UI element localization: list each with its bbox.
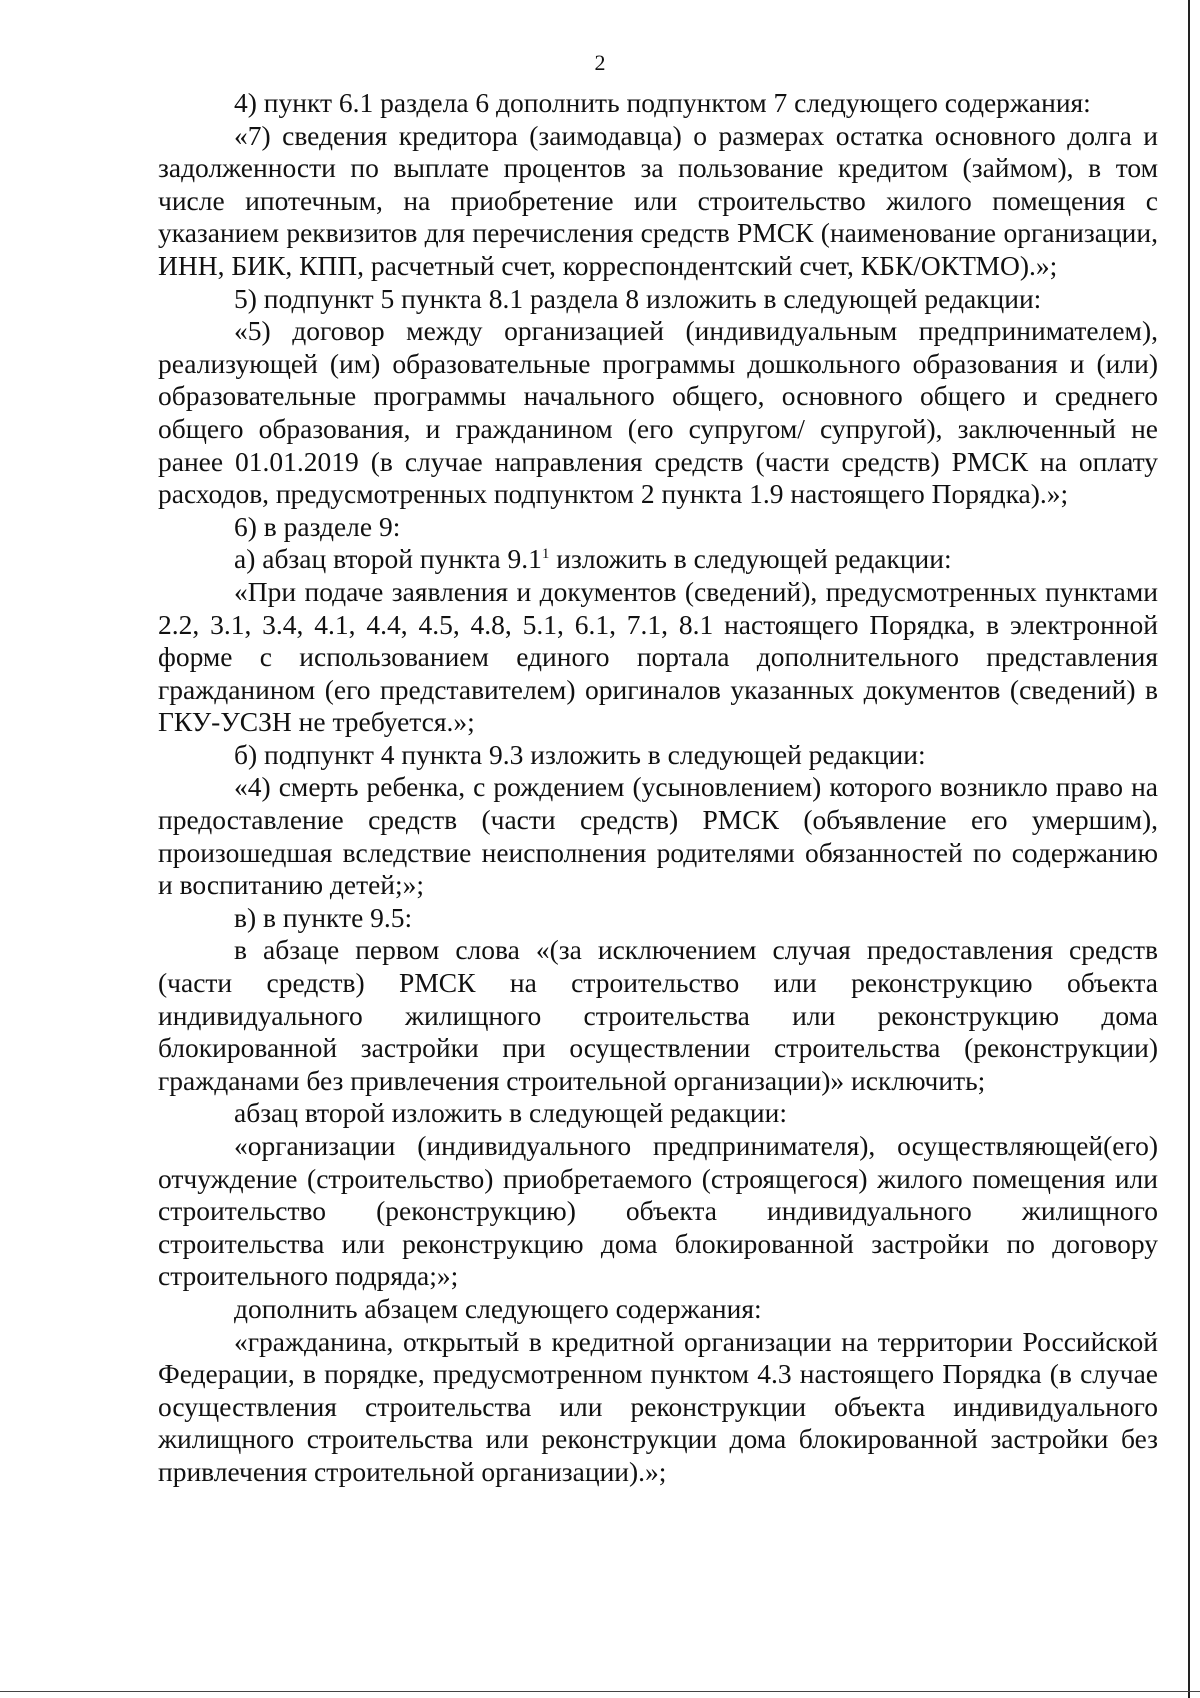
- paragraph-quote-citizen: «гражданина, открытый в кредитной организации на территории Российской Федерации, в порядке, предусмотренном пунктом 4.3 настоящего Порядка (в случае осуществления строительства или реконструкции объекта индивидуального жилищного строительства или реконструкции дома блокированной застройки без привлечения строительной организации).»;: [158, 1325, 1158, 1487]
- paragraph-quote-7: «7) сведения кредитора (заимодавца) о размерах остатка основного долга и задолженности по выплате процентов за пользование кредитом (займом), в том числе ипотечным, на приобретение или строительство жилого помещения с указанием реквизитов для перечисления средств РМСК (наименование организации, ИНН, БИК, КПП, расчетный счет, корреспондентский счет, КБК/ОКТМО).»;: [158, 119, 1158, 281]
- paragraph-quote-submission: «При подаче заявления и документов (сведений), предусмотренных пунктами 2.2, 3.1, 3.4, 4.1, 4.4, 4.5, 4.8, 5.1, 6.1, 7.1, 8.1 настоящего Порядка, в электронной форме с использованием единого портала дополнительного представления гражданином (его представителем) оригиналов указанных документов (сведений) в ГКУ-УСЗН не требуется.»;: [158, 575, 1158, 738]
- subitem-a-text: а) абзац второй пункта 9.1: [234, 543, 542, 575]
- paragraph-item-5: 5) подпункт 5 пункта 8.1 раздела 8 изложить в следующей редакции:: [234, 282, 1042, 314]
- page-number: 2: [594, 50, 606, 75]
- paragraph-item-6: 6) в разделе 9:: [234, 510, 401, 542]
- superscript: 1: [541, 546, 550, 563]
- paragraph-add-abzac: дополнить абзацем следующего содержания:: [234, 1292, 762, 1324]
- paragraph-quote-5: «5) договор между организацией (индивидуальным предпринимателем), реализующей (им) образовательные программы дошкольного образования и (или) образовательные программы начального общего, основного общего и среднего общего образования, и гражданином (его супругом/ супругой), заключенный не ранее 01.01.2019 (в случае направления средств (части средств) РМСК на оплату расходов, предусмотренных подпунктом 2 пункта 1.9 настоящего Порядка).»;: [158, 315, 1158, 510]
- paragraph-second-abzac: абзац второй изложить в следующей редакции:: [234, 1097, 788, 1129]
- paragraph-subitem-a: [158, 543, 1158, 576]
- scan-edge-right: [1188, 0, 1190, 1698]
- paragraph-subitem-v: в) в пункте 9.5:: [234, 901, 413, 933]
- paragraph-first-abzac: в абзаце первом слова «(за исключением случая предоставления средств (части средств) РМСК на строительство или реконструкцию объекта индивидуального жилищного строительства или реконструкцию дома блокированной застройки при осуществлении строительства (реконструкции) гражданами без привлечения строительной организации)» исключить;: [158, 934, 1158, 1096]
- paragraph-quote-4: «4) смерть ребенка, с рождением (усыновлением) которого возникло право на предоставление средств (части средств) РМСК (объявление его умершим), произошедшая вследствие неисполнения родителями обязанностей по содержанию и воспитанию детей;»;: [158, 771, 1158, 901]
- paragraph-subitem-b: б) подпункт 4 пункта 9.3 изложить в следующей редакции:: [234, 738, 926, 770]
- document-body: [158, 87, 1158, 1489]
- paragraph-quote-organization: «организации (индивидуального предпринимателя), осуществляющей(его) отчуждение (строительство) приобретаемого (строящегося) жилого помещения или строительство (реконструкцию) объекта индивидуального жилищного строительства или реконструкцию дома блокированной застройки по договору строительного подряда;»;: [158, 1130, 1158, 1292]
- subitem-a-text-end: изложить в следующей редакции:: [549, 543, 952, 575]
- scan-edge-bottom: [0, 1691, 1200, 1692]
- paragraph-item-4: 4) пункт 6.1 раздела 6 дополнить подпунктом 7 следующего содержания:: [234, 87, 1091, 118]
